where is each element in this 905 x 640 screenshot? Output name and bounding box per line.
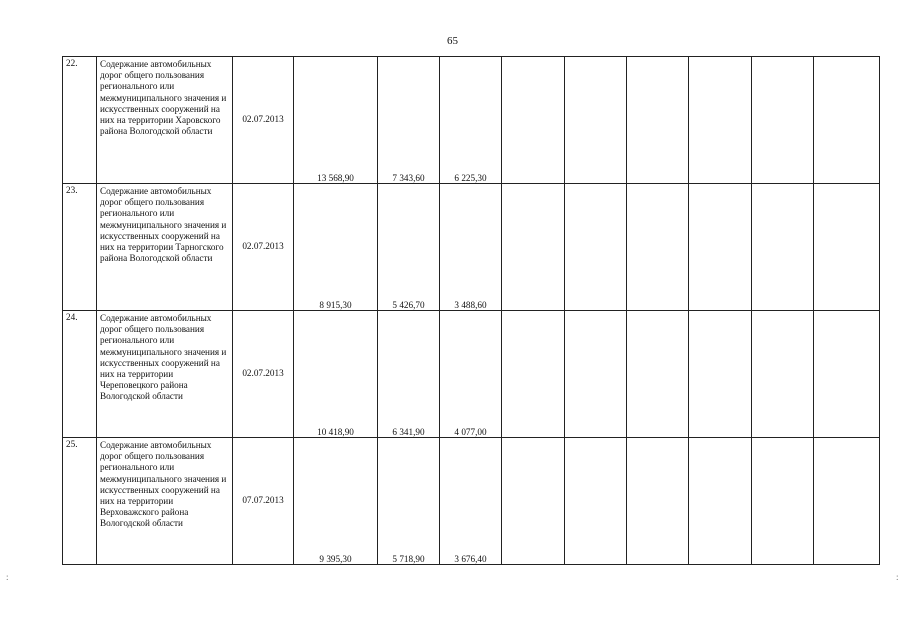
row-number: 24. — [63, 311, 97, 438]
row-value-total — [294, 438, 378, 565]
row-value-3 — [440, 57, 502, 184]
empty-cell — [627, 311, 689, 438]
row-description: Содержание автомобильных дорог общего пользования регионального или межмуниципального значения и искусственных сооружений на них на территории Харовского района Вологодской области — [97, 57, 233, 184]
empty-cell — [814, 57, 880, 184]
empty-cell — [752, 184, 814, 311]
value-total-text: 13 568,90 — [317, 173, 354, 183]
empty-cell — [627, 438, 689, 565]
row-number: 22. — [63, 57, 97, 184]
row-value-2 — [378, 311, 440, 438]
table-row — [63, 184, 880, 311]
row-number: 23. — [63, 184, 97, 311]
row-description: Содержание автомобильных дорог общего пользования регионального или межмуниципального значения и искусственных сооружений на них на территории Череповецкого района Вологодской области — [97, 311, 233, 438]
row-value-3 — [440, 184, 502, 311]
row-value-3 — [440, 311, 502, 438]
budget-table — [62, 56, 880, 565]
empty-cell — [502, 184, 565, 311]
empty-cell — [502, 311, 565, 438]
row-value-2 — [378, 57, 440, 184]
row-description: Содержание автомобильных дорог общего пользования регионального или межмуниципального значения и искусственных сооружений на них на территории Верховажского района Вологодской области — [97, 438, 233, 565]
value-2-text: 5 426,70 — [392, 300, 425, 310]
row-description: Содержание автомобильных дорог общего пользования регионального или межмуниципального значения и искусственных сооружений на них на территории Тарногского района Вологодской области — [97, 184, 233, 311]
row-value-total — [294, 311, 378, 438]
row-value-total — [294, 57, 378, 184]
empty-cell — [689, 184, 752, 311]
value-3-text: 4 077,00 — [454, 427, 487, 437]
empty-cell — [752, 438, 814, 565]
row-value-2 — [378, 184, 440, 311]
value-3-text: 6 225,30 — [454, 173, 487, 183]
value-total-text: 8 915,30 — [319, 300, 352, 310]
row-value-2 — [378, 438, 440, 565]
value-2-text: 6 341,90 — [392, 427, 425, 437]
value-3-text: 3 488,60 — [454, 300, 487, 310]
empty-cell — [502, 438, 565, 565]
value-2-text: 5 718,90 — [392, 554, 425, 564]
empty-cell — [689, 438, 752, 565]
empty-cell — [565, 184, 627, 311]
table-row — [63, 438, 880, 565]
value-3-text: 3 676,40 — [454, 554, 487, 564]
row-date: 07.07.2013 — [233, 438, 294, 565]
empty-cell — [814, 438, 880, 565]
empty-cell — [502, 57, 565, 184]
empty-cell — [814, 184, 880, 311]
row-value-total — [294, 184, 378, 311]
empty-cell — [627, 184, 689, 311]
empty-cell — [689, 57, 752, 184]
scan-edge-mark-right: : — [896, 572, 899, 582]
row-date: 02.07.2013 — [233, 184, 294, 311]
empty-cell — [565, 57, 627, 184]
row-number: 25. — [63, 438, 97, 565]
empty-cell — [814, 311, 880, 438]
row-date: 02.07.2013 — [233, 311, 294, 438]
row-date: 02.07.2013 — [233, 57, 294, 184]
page-number: 65 — [447, 35, 458, 47]
empty-cell — [565, 311, 627, 438]
value-2-text: 7 343,60 — [392, 173, 425, 183]
value-total-text: 10 418,90 — [317, 427, 354, 437]
value-total-text: 9 395,30 — [319, 554, 352, 564]
empty-cell — [752, 311, 814, 438]
empty-cell — [565, 438, 627, 565]
table-row — [63, 57, 880, 184]
table-row — [63, 311, 880, 438]
row-value-3 — [440, 438, 502, 565]
empty-cell — [752, 57, 814, 184]
scan-edge-mark-left: : — [6, 572, 9, 582]
empty-cell — [689, 311, 752, 438]
empty-cell — [627, 57, 689, 184]
